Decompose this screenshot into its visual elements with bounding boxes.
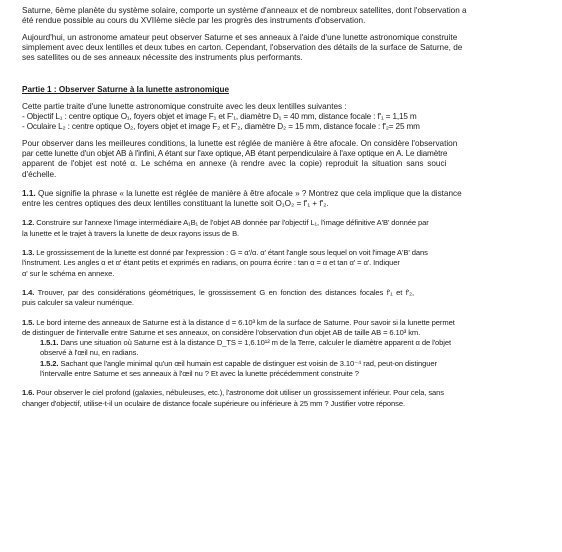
question-1-6 — [22, 388, 558, 409]
question-1-5-2 — [22, 359, 558, 380]
question-text: Sachant que l'angle minimal qu'un œil humain est capable de distinguer est voisin de 3.10⁻⁴ rad, peut-on distinguer — [60, 358, 437, 368]
lens-description — [22, 102, 558, 133]
section-heading: Partie 1 : Observer Saturne à la lunette astronomique — [22, 85, 230, 95]
question-number: 1.4. — [22, 287, 35, 297]
question-text: de distinguer de l'intervalle entre Saturne et ses anneaux, on considère l'observation d'un objet AB de taille AB = 6.10³ km. — [22, 327, 421, 337]
question-1-4 — [22, 288, 558, 309]
question-text: puis calculer sa valeur numérique. — [22, 298, 134, 308]
oculaire-spec: - Oculaire L₂ : centre optique O₂, foyers objet et image F₂ et F'₂, diamètre D₂ = 15 mm, distance focale : f'₂= 25 mm — [22, 122, 420, 132]
text-line: apparent de l'objet est noté α. Le schéma en annexe (à rendre avec la copie) reproduit la situation sans souci — [22, 159, 447, 169]
question-1-2 — [22, 218, 558, 239]
intro-paragraph-2 — [22, 33, 558, 64]
question-text: Le bord interne des anneaux de Saturne est à la distance d = 6.10³ km de la surface de Saturne. Pour savoir si la lunette permet — [36, 317, 455, 327]
question-1-5 — [22, 318, 558, 380]
question-number: 1.2. — [22, 218, 35, 228]
question-text: changer d'objectif, utilise-t-il un oculaire de distance focale supérieure ou inférieure à 25 mm ? Justifier votre réponse. — [22, 398, 405, 408]
question-text: entre les centres optiques des deux lentilles constituant la lunette soit O₁O₂ = f'₁ + f'₂. — [22, 199, 329, 209]
text-line: d'échelle. — [22, 169, 57, 179]
text-line: Aujourd'hui, un astronome amateur peut observer Saturne et ses anneaux à l'aide d'une lunette astronomique construite — [22, 32, 458, 42]
question-1-5-1 — [22, 338, 558, 359]
text-line: simplement avec deux lentilles et deux tubes en carton. Cependant, l'observation des détails de la surface de Saturne, de — [22, 42, 463, 52]
text-line: par cette lunette d'un objet AB à l'infini, A étant sur l'axe optique, AB étant perpendiculaire à l'axe optique en A. Le diamètre — [22, 148, 448, 158]
question-text: Dans une situation où Saturne est à la distance D_TS = 1,6.10¹² m de la Terre, calculer le diamètre apparent α de l'objet — [60, 338, 452, 348]
question-number: 1.5. — [22, 317, 35, 327]
objectif-spec: - Objectif L₁ : centre optique O₁, foyers objet et image F₁ et F'₁, diamètre D₁ = 40 mm, distance focale : f'₁ = 1,15 m — [22, 112, 417, 122]
question-number: 1.1. — [22, 188, 36, 198]
text-line: Saturne, 6ème planète du système solaire, comporte un système d'anneaux et de nombreux satellites, dont l'observation a — [22, 6, 467, 15]
question-text: Pour observer le ciel profond (galaxies, nébuleuses, etc.), l'astronome doit utiliser un grossissement inférieur. Pour cela, sans — [36, 388, 444, 398]
question-number: 1.3. — [22, 248, 35, 258]
question-text: Trouver, par des considérations géométriques, le grossissement G en fonction des distances focales f'₁ et f'₂, — [37, 287, 414, 297]
question-text: l'instrument. Les angles α et α' étant petits et exprimés en radians, on pourra écrire : tan α = α et tan α' = α'. Indiquer — [22, 258, 400, 268]
question-1-1 — [22, 189, 558, 210]
text-line: été rendue possible au cours du XVIIème siècle par les progrès des instruments d'observation. — [22, 16, 366, 26]
question-text: l'intervalle entre Saturne et ses anneaux à l'œil nu ? Et avec la lunette précédemment construite ? — [40, 369, 359, 379]
setup-paragraph — [22, 139, 558, 180]
question-text: la lunette et le trajet à travers la lunette de deux rayons issus de B. — [22, 228, 240, 238]
question-number: 1.6. — [22, 388, 35, 398]
question-1-3 — [22, 248, 558, 279]
text-line: Pour observer dans les meilleures conditions, la lunette est réglée de manière à être afocale. On considère l'observation — [22, 138, 458, 148]
text-line: ses satellites ou de ses anneaux nécessite des instruments plus performants. — [22, 53, 303, 63]
question-text: α' sur le schéma en annexe. — [22, 268, 115, 278]
question-text: Construire sur l'annexe l'image intermédiaire A₁B₁ de l'objet AB donnée par l'objectif L₁, l'image définitive A'B' donnée par — [36, 218, 429, 228]
question-text: Que signifie la phrase « la lunette est réglée de manière à être afocale » ? Montrez que cela implique que la distance — [37, 188, 462, 198]
question-number: 1.5.2. — [40, 358, 59, 368]
question-text: observé à l'œil nu, en radians. — [40, 348, 139, 358]
text-line: Cette partie traite d'une lunette astronomique construite avec les deux lentilles suivantes : — [22, 101, 347, 111]
question-number: 1.5.1. — [40, 338, 59, 348]
intro-paragraph-1 — [22, 6, 558, 27]
question-text: Le grossissement de la lunette est donné par l'expression : G = α'/α. α' étant l'angle sous lequel on voit l'image A'B' dans — [36, 248, 428, 258]
